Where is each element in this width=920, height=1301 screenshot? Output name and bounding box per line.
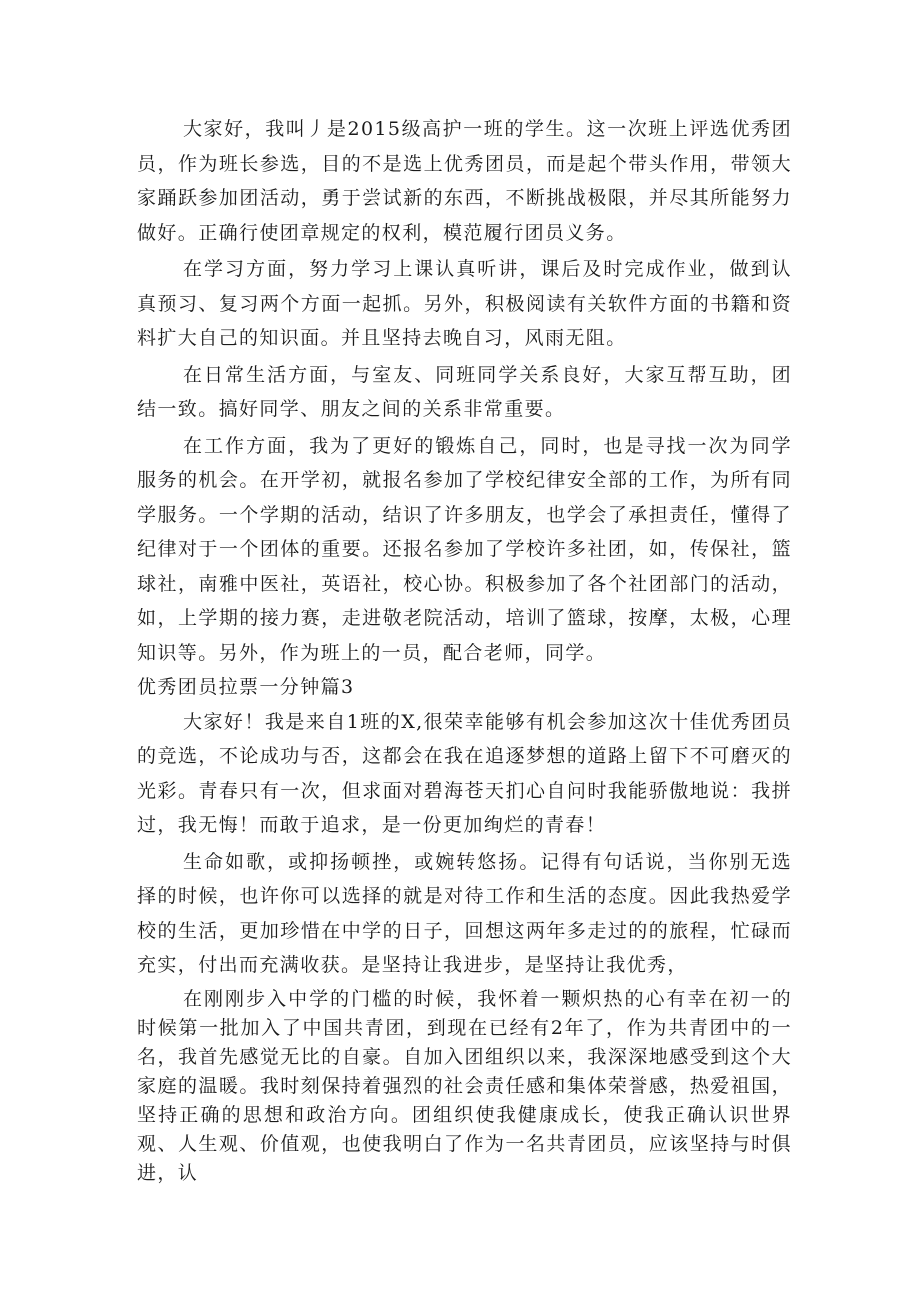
paragraph-work: 在工作方面，我为了更好的锻炼自己，同时，也是寻找一次为同学服务的机会。在开学初，就报名参加了学校纪律安全部的工作，为所有同学服务。一个学期的活动，结识了许多朋友，也学会了承担责任，懂得了纪律对于一个团体的重要。还报名参加了学校许多社团，如，传保社，篮球社，南雅中医社，英语社，校心协。积极参加了各个社团部门的活动，如，上学期的接力赛，走进敬老院活动，培训了篮球，按摩，太极，心理知识等。另外，作为班上的一员，配合老师，同学。 — [137, 434, 792, 664]
paragraph-intro: 大家好，我叫丿是2015级高护一班的学生。这一次班上评选优秀团员，作为班长参选，目的不是选上优秀团员，而是起个带头作用，带领大家踊跃参加团活动，勇于尝试新的东西，不断挑战极限，并尽其所能努力做好。正确行使团章规定的权利，模范履行团员义务。 — [137, 118, 792, 244]
section-heading: 优秀团员拉票一分钟篇3 — [137, 676, 355, 698]
paragraph-greeting: 大家好！我是来自1班的X,很荣幸能够有机会参加这次十佳优秀团员的竞选，不论成功与否，这都会在我在追逐梦想的道路上留下不可磨灭的光彩。青春只有一次，但求面对碧海苍天扪心自问时我能骄傲地说：我拼过，我无悔！而敢于追求，是一份更加绚烂的青春！ — [137, 710, 792, 836]
document-page — [137, 112, 792, 1188]
paragraph-life-song: 生命如歌，或抑扬顿挫，或婉转悠扬。记得有句话说，当你别无选择的时候，也许你可以选择的就是对待工作和生活的态度。因此我热爱学校的生活，更加珍惜在中学的日子，回想这两年多走过的的旅程，忙碌而充实，付出而充满收获。是坚持让我进步，是坚持让我优秀， — [137, 850, 792, 976]
paragraph-joining-league: 在刚刚步入中学的门槛的时候，我怀着一颗炽热的心有幸在初一的时候第一批加入了中国共青团，到现在已经有2年了，作为共青团中的一名，我首先感觉无比的自豪。自加入团组织以来，我深深地感受到这个大家庭的温暖。我时刻保持着强烈的社会责任感和集体荣誉感，热爱祖国，坚持正确的思想和政治方向。团组织使我健康成长，使我正确认识世界观、人生观、价值观，也使我明白了作为一名共青团员，应该坚持与时俱进，认 — [137, 987, 792, 1184]
paragraph-study: 在学习方面，努力学习上课认真听讲，课后及时完成作业，做到认真预习、复习两个方面一起抓。另外，积极阅读有关软件方面的书籍和资料扩大自己的知识面。并且坚持去晚自习，风雨无阻。 — [137, 258, 792, 349]
paragraph-daily-life: 在日常生活方面，与室友、同班同学关系良好，大家互帮互助，团结一致。搞好同学、朋友之间的关系非常重要。 — [137, 363, 792, 420]
